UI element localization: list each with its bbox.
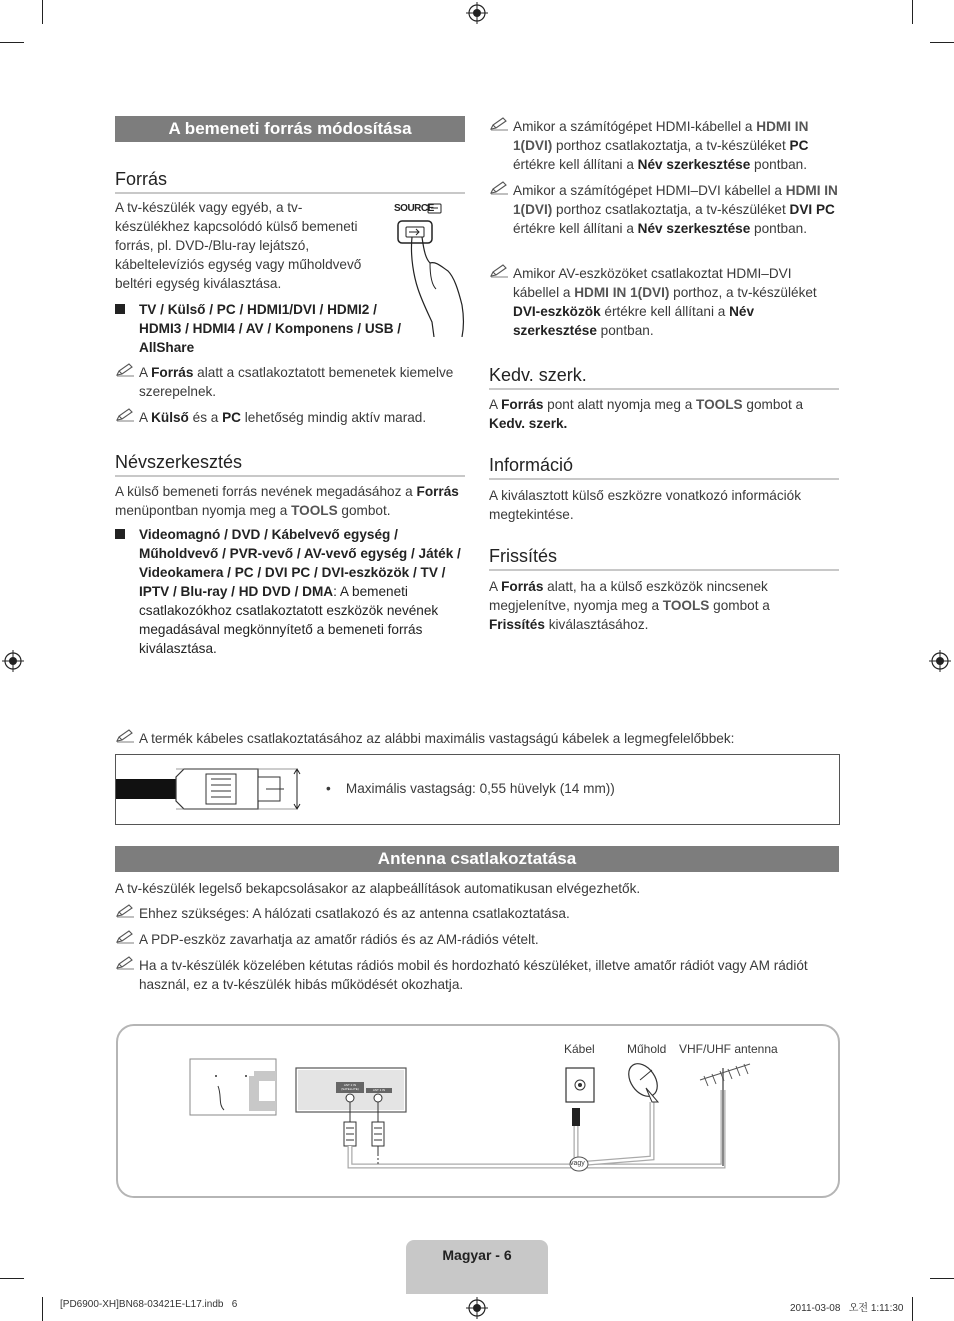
note-text: Ha a tv-készülék közelében kétutas rádiós mobil és hordozható készüléket, illetve amatőr rádiót vagy AM rádiót használ, ez a tv-készülék hibás működését okozhatja.	[139, 958, 808, 992]
pencil-note-icon	[115, 904, 135, 918]
pencil-note-icon	[489, 181, 509, 195]
name-edit-bullet	[115, 525, 465, 658]
note-text: Ehhez szükséges: A hálózati csatlakozó és az antenna csatlakoztatása.	[139, 906, 570, 921]
heading-refresh: Frissítés	[489, 545, 839, 571]
note-text: és a	[188, 410, 223, 425]
note-text: Amikor AV-eszközöket csatlakoztat HDMI–DVI kábellel a	[513, 266, 792, 300]
note-text: A	[139, 365, 152, 380]
note-bold: Külső	[151, 410, 189, 425]
favorites-body	[489, 395, 839, 433]
name-edit-body	[115, 482, 465, 520]
note-bold: DVI PC	[789, 202, 835, 217]
cable-plug-icon	[116, 755, 311, 824]
note-bold: HDMI IN 1(DVI)	[513, 119, 809, 153]
heading-favorites: Kedv. szerk.	[489, 364, 839, 390]
body-bold: Forrás	[501, 579, 544, 594]
cable-thickness-box	[115, 754, 840, 825]
body-bold: Forrás	[501, 397, 544, 412]
crop-mark	[42, 0, 43, 24]
label-or: vagy	[570, 1160, 585, 1167]
registration-mark-icon	[2, 650, 24, 672]
port-ant1-label: ANT 1 IN	[372, 1088, 386, 1092]
label-cable: Kábel	[564, 1042, 595, 1056]
body-text: alatt, ha a külső eszközök nincsenek megjelenítve, nyomja meg a	[489, 579, 768, 613]
note-bold: Név szerkesztése	[513, 304, 755, 338]
source-options-list: TV / Külső / PC / HDMI1/DVI / HDMI2 / HDMI3 / HDMI4 / AV / Komponens / USB / AllShare	[139, 302, 402, 355]
note-text: pontban.	[750, 157, 807, 172]
note-text: porthoz csatlakoztatja, a tv-készüléket	[552, 138, 790, 153]
crop-mark	[0, 1278, 24, 1279]
heading-source: Forrás	[115, 168, 465, 194]
note-text: Amikor a számítógépet HDMI-kábellel a	[513, 119, 757, 134]
port-ant2-label: ANT 2 IN (SATELLITE)	[341, 1083, 359, 1091]
tools-keyword: TOOLS	[662, 598, 710, 613]
antenna-intro: A tv-készülék legelső bekapcsolásakor az alapbeállítások automatikusan elvégezhetők.	[115, 881, 641, 896]
body-text: menüpontban nyomja meg a	[115, 503, 292, 518]
page-number-tab	[406, 1240, 548, 1294]
section-title-antenna: Antenna csatlakoztatása	[115, 846, 839, 872]
note-text: A PDP-eszköz zavarhatja az amatőr rádiós és az AM-rádiós vételt.	[139, 932, 539, 947]
pencil-note-icon	[489, 117, 509, 131]
pencil-note-icon	[115, 956, 135, 970]
note-bold: PC	[222, 410, 241, 425]
note-text: értékre kell állítani a	[600, 304, 730, 319]
note-text: Amikor a számítógépet HDMI–DVI kábellel a	[513, 183, 786, 198]
section-title-input-source: A bemeneti forrás módosítása	[115, 116, 465, 142]
cable-spec-bullet: • Maximális vastagság: 0,55 hüvelyk (14 mm))	[326, 781, 615, 796]
info-body: A kiválasztott külső eszközre vonatkozó információk megtekintése.	[489, 488, 802, 522]
crop-mark	[912, 0, 913, 24]
pencil-note-icon	[489, 264, 509, 278]
note-bold: Forrás	[151, 365, 194, 380]
source-options-bullet	[115, 300, 409, 357]
refresh-body	[489, 577, 809, 634]
heading-name-edit: Névszerkesztés	[115, 451, 465, 477]
note-text: lehetőség mindig aktív marad.	[241, 410, 427, 425]
file-info: [PD6900-XH]BN68-03421E-L17.indb 6	[60, 1299, 238, 1310]
note-bold: Név szerkesztése	[637, 221, 751, 236]
registration-mark-icon	[929, 650, 951, 672]
note-text: pontban.	[750, 221, 807, 236]
body-text: A	[489, 397, 502, 412]
body-text: pont alatt nyomja meg a	[543, 397, 697, 412]
registration-mark-icon	[466, 2, 488, 24]
source-body: A tv-készülék vagy egyéb, a tv-készülékhez kapcsolódó külső bemeneti forrás, pl. DVD-/Blu-ray lejátszó, kábeltelevíziós egység vagy műholdvevő beltéri egység kiválasztása.	[115, 200, 362, 291]
label-vhf-uhf-antenna: VHF/UHF antenna	[679, 1042, 778, 1056]
body-bold: Kedv. szerk.	[489, 416, 568, 431]
note-text: porthoz, a tv-készüléket	[669, 285, 817, 300]
crop-mark	[42, 1297, 43, 1321]
note-text: A termék kábeles csatlakoztatásához az alábbi maximális vastagságú kábelek a legmegfelelőbbek:	[139, 731, 735, 746]
body-text: A külső bemeneti forrás nevének megadásához a	[115, 484, 417, 499]
page-label: Magyar - 6	[442, 1247, 512, 1263]
pencil-note-icon	[115, 408, 135, 422]
body-text: A	[489, 579, 502, 594]
terminal-labels	[304, 1078, 330, 1106]
source-note-1	[115, 363, 459, 401]
timestamp: 2011-03-08 오전 1:11:30	[790, 1303, 904, 1314]
body-text: gombot a	[709, 598, 770, 613]
cable-spec-text: Maximális vastagság: 0,55 hüvelyk (14 mm))	[345, 781, 615, 796]
bullet-text: : A bemeneti csatlakozókhoz csatlakoztatott eszközök nevének megadásával megkönnyítető a bemeneti forrás kiválasztása.	[139, 584, 439, 656]
right-note-1	[489, 117, 839, 174]
bullet-square-icon	[115, 304, 125, 314]
crop-mark	[0, 42, 24, 43]
note-bold: PC	[789, 138, 809, 153]
label-satellite: Műhold	[627, 1042, 667, 1056]
crop-mark	[930, 42, 954, 43]
body-text: kiválasztásához.	[544, 617, 649, 632]
antenna-note-3	[115, 956, 839, 994]
source-key-label: SOURCE	[394, 203, 434, 214]
registration-mark-icon	[466, 1297, 488, 1319]
note-bold: HDMI IN 1(DVI)	[513, 183, 838, 217]
body-text: gombot.	[337, 503, 391, 518]
crop-mark	[912, 1297, 913, 1321]
body-text: gombot a	[742, 397, 804, 412]
note-bold: HDMI IN 1(DVI)	[574, 285, 670, 300]
tools-keyword: TOOLS	[291, 503, 338, 518]
note-text: értékre kell állítani a	[513, 221, 638, 236]
body-bold: Forrás	[416, 484, 459, 499]
pencil-note-icon	[115, 729, 135, 743]
device-name-list: Videomagnó / DVD / Kábelvevő egység / Műholdvevő / PVR-vevő / AV-vevő egység / Játék / Videokamera / PC / DVI PC / DVI-eszközök / TV / IPTV / Blu-ray / HD DVD / DMA	[139, 527, 461, 599]
note-text: porthoz csatlakoztatja, a tv-készüléket	[552, 202, 790, 217]
note-text: pontban.	[596, 323, 654, 338]
bullet-square-icon	[115, 529, 125, 539]
cable-note	[115, 729, 859, 748]
note-bold: DVI-eszközök	[513, 304, 601, 319]
note-text: alatt a csatlakoztatott bemenetek kiemelve szerepelnek.	[139, 365, 454, 399]
pencil-note-icon	[115, 363, 135, 377]
tools-keyword: TOOLS	[696, 397, 743, 412]
source-note-2	[115, 408, 489, 427]
right-note-3	[489, 264, 839, 340]
right-note-2	[489, 181, 839, 238]
crop-mark	[930, 1278, 954, 1279]
antenna-note-1	[115, 904, 839, 923]
antenna-note-2	[115, 930, 839, 949]
body-bold: Frissítés	[489, 617, 545, 632]
note-text: A	[139, 410, 152, 425]
heading-info: Információ	[489, 454, 839, 480]
note-bold: Név szerkesztése	[637, 157, 751, 172]
pencil-note-icon	[115, 930, 135, 944]
antenna-connection-diagram	[116, 1024, 840, 1198]
note-text: értékre kell állítani a	[513, 157, 638, 172]
